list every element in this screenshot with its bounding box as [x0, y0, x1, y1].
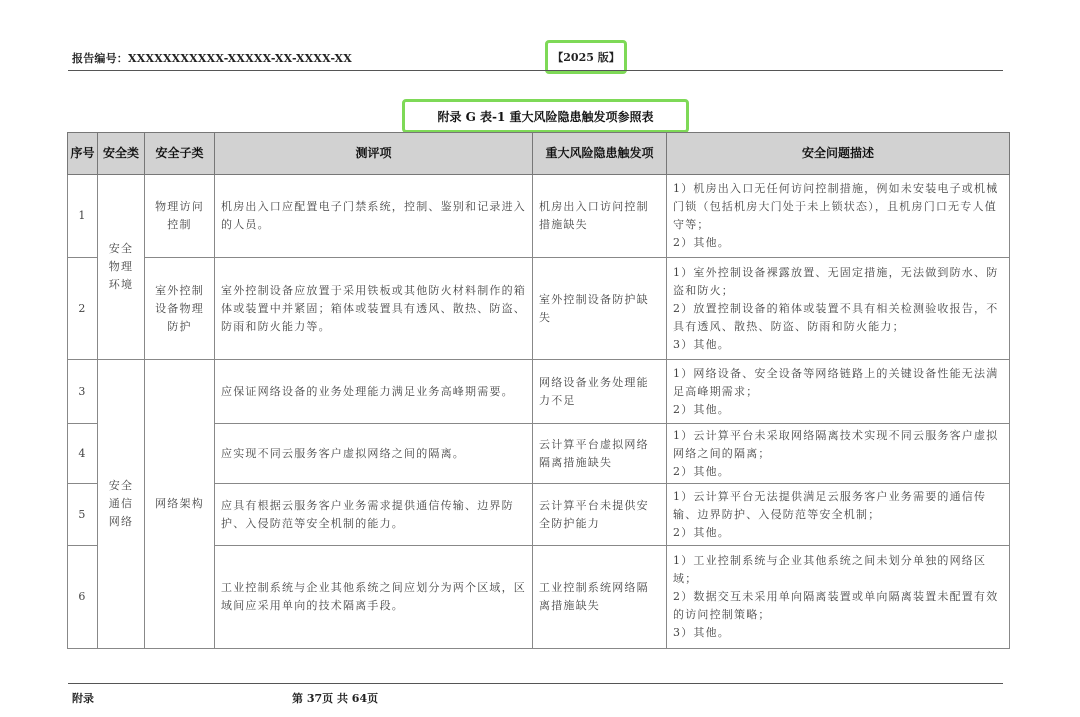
description-line: 2）其他。 [673, 402, 730, 416]
trigger-cell: 网络设备业务处理能力不足 [533, 360, 667, 424]
report-number: 报告编号：XXXXXXXXXXX-XXXXX-XX-XXXX-XX [72, 52, 352, 65]
row-number: 2 [68, 258, 98, 360]
edition-text: 【2025 版】 [552, 51, 620, 64]
description-cell [667, 424, 1010, 484]
item-cell: 应保证网络设备的业务处理能力满足业务高峰期需要。 [215, 360, 533, 424]
item-cell: 机房出入口应配置电子门禁系统，控制、鉴别和记录进入的人员。 [215, 175, 533, 258]
item-cell: 应具有根据云服务客户业务需求提供通信传输、边界防护、入侵防范等安全机制的能力。 [215, 484, 533, 546]
row-number: 6 [68, 546, 98, 649]
table-title [402, 99, 689, 133]
description-line: 1）机房出入口无任何访问控制措施，例如未安装电子或机械门锁（包括机房大门处于未上锁状态），且机房门口无专人值守等； [673, 182, 999, 231]
col-header-no: 序号 [68, 133, 98, 175]
table-header-row [68, 133, 1010, 175]
col-header-subcategory: 安全子类 [145, 133, 215, 175]
description-line: 1）云计算平台未采取网络隔离技术实现不同云服务客户虚拟网络之间的隔离； [673, 428, 999, 460]
footer-section: 附录 [72, 692, 94, 705]
description-cell [667, 360, 1010, 424]
description-cell [667, 546, 1010, 649]
trigger-cell: 室外控制设备防护缺失 [533, 258, 667, 360]
subcategory-cell: 网络架构 [145, 360, 215, 649]
table-row [68, 360, 1010, 424]
description-line: 2）其他。 [673, 236, 730, 249]
subcategory-cell: 室外控制设备物理防护 [145, 258, 215, 360]
description-line: 1）云计算平台无法提供满足云服务客户业务需要的通信传输、边界防护、入侵防范等安全机制； [673, 489, 987, 521]
item-cell: 工业控制系统与企业其他系统之间应划分为两个区域，区域间应采用单向的技术隔离手段。 [215, 546, 533, 649]
description-line: 1）网络设备、安全设备等网络链路上的关键设备性能无法满足高峰期需求； [673, 366, 999, 398]
col-header-description: 安全问题描述 [667, 133, 1010, 175]
trigger-cell: 云计算平台未提供安全防护能力 [533, 484, 667, 546]
table-title-text: 附录 G 表-1 重大风险隐患触发项参照表 [437, 109, 654, 124]
col-header-category: 安全类 [98, 133, 145, 175]
row-number: 3 [68, 360, 98, 424]
description-line: 3）其他。 [673, 626, 730, 639]
item-cell: 室外控制设备应放置于采用铁板或其他防火材料制作的箱体或装置中并紧固；箱体或装置具有透风、散热、防盗、防雨和防火能力等。 [215, 258, 533, 360]
table-row [68, 175, 1010, 258]
col-header-item: 测评项 [215, 133, 533, 175]
edition-label [545, 40, 627, 74]
description-line: 1）室外控制设备裸露放置、无固定措施，无法做到防水、防盗和防火； [673, 265, 999, 297]
row-number: 5 [68, 484, 98, 546]
trigger-cell: 机房出入口访问控制措施缺失 [533, 175, 667, 258]
row-number: 4 [68, 424, 98, 484]
description-cell [667, 484, 1010, 546]
category-cell: 安全通信网络 [98, 360, 145, 649]
description-line: 2）数据交互未采用单向隔离装置或单向隔离装置未配置有效的访问控制策略； [673, 590, 999, 621]
description-line: 3）其他。 [673, 337, 730, 351]
risk-trigger-table [67, 132, 1010, 649]
description-cell [667, 175, 1010, 258]
description-line: 2）其他。 [673, 525, 730, 539]
footer-rule [68, 683, 1003, 684]
row-number: 1 [68, 175, 98, 258]
trigger-cell: 云计算平台虚拟网络隔离措施缺失 [533, 424, 667, 484]
trigger-cell: 工业控制系统网络隔离措施缺失 [533, 546, 667, 649]
category-cell: 安全物理环境 [98, 175, 145, 360]
subcategory-cell: 物理访问控制 [145, 175, 215, 258]
description-line: 1）工业控制系统与企业其他系统之间未划分单独的网络区域； [673, 554, 987, 585]
description-line: 2）其他。 [673, 464, 730, 478]
header-rule [68, 70, 1003, 71]
table-row [68, 258, 1010, 360]
item-cell: 应实现不同云服务客户虚拟网络之间的隔离。 [215, 424, 533, 484]
col-header-trigger: 重大风险隐患触发项 [533, 133, 667, 175]
description-line: 2）放置控制设备的箱体或装置不具有相关检测验收报告，不具有透风、散热、防盗、防雨和防火能力； [673, 301, 999, 333]
description-cell [667, 258, 1010, 360]
footer-page-number: 第 37页 共 64页 [292, 692, 379, 705]
